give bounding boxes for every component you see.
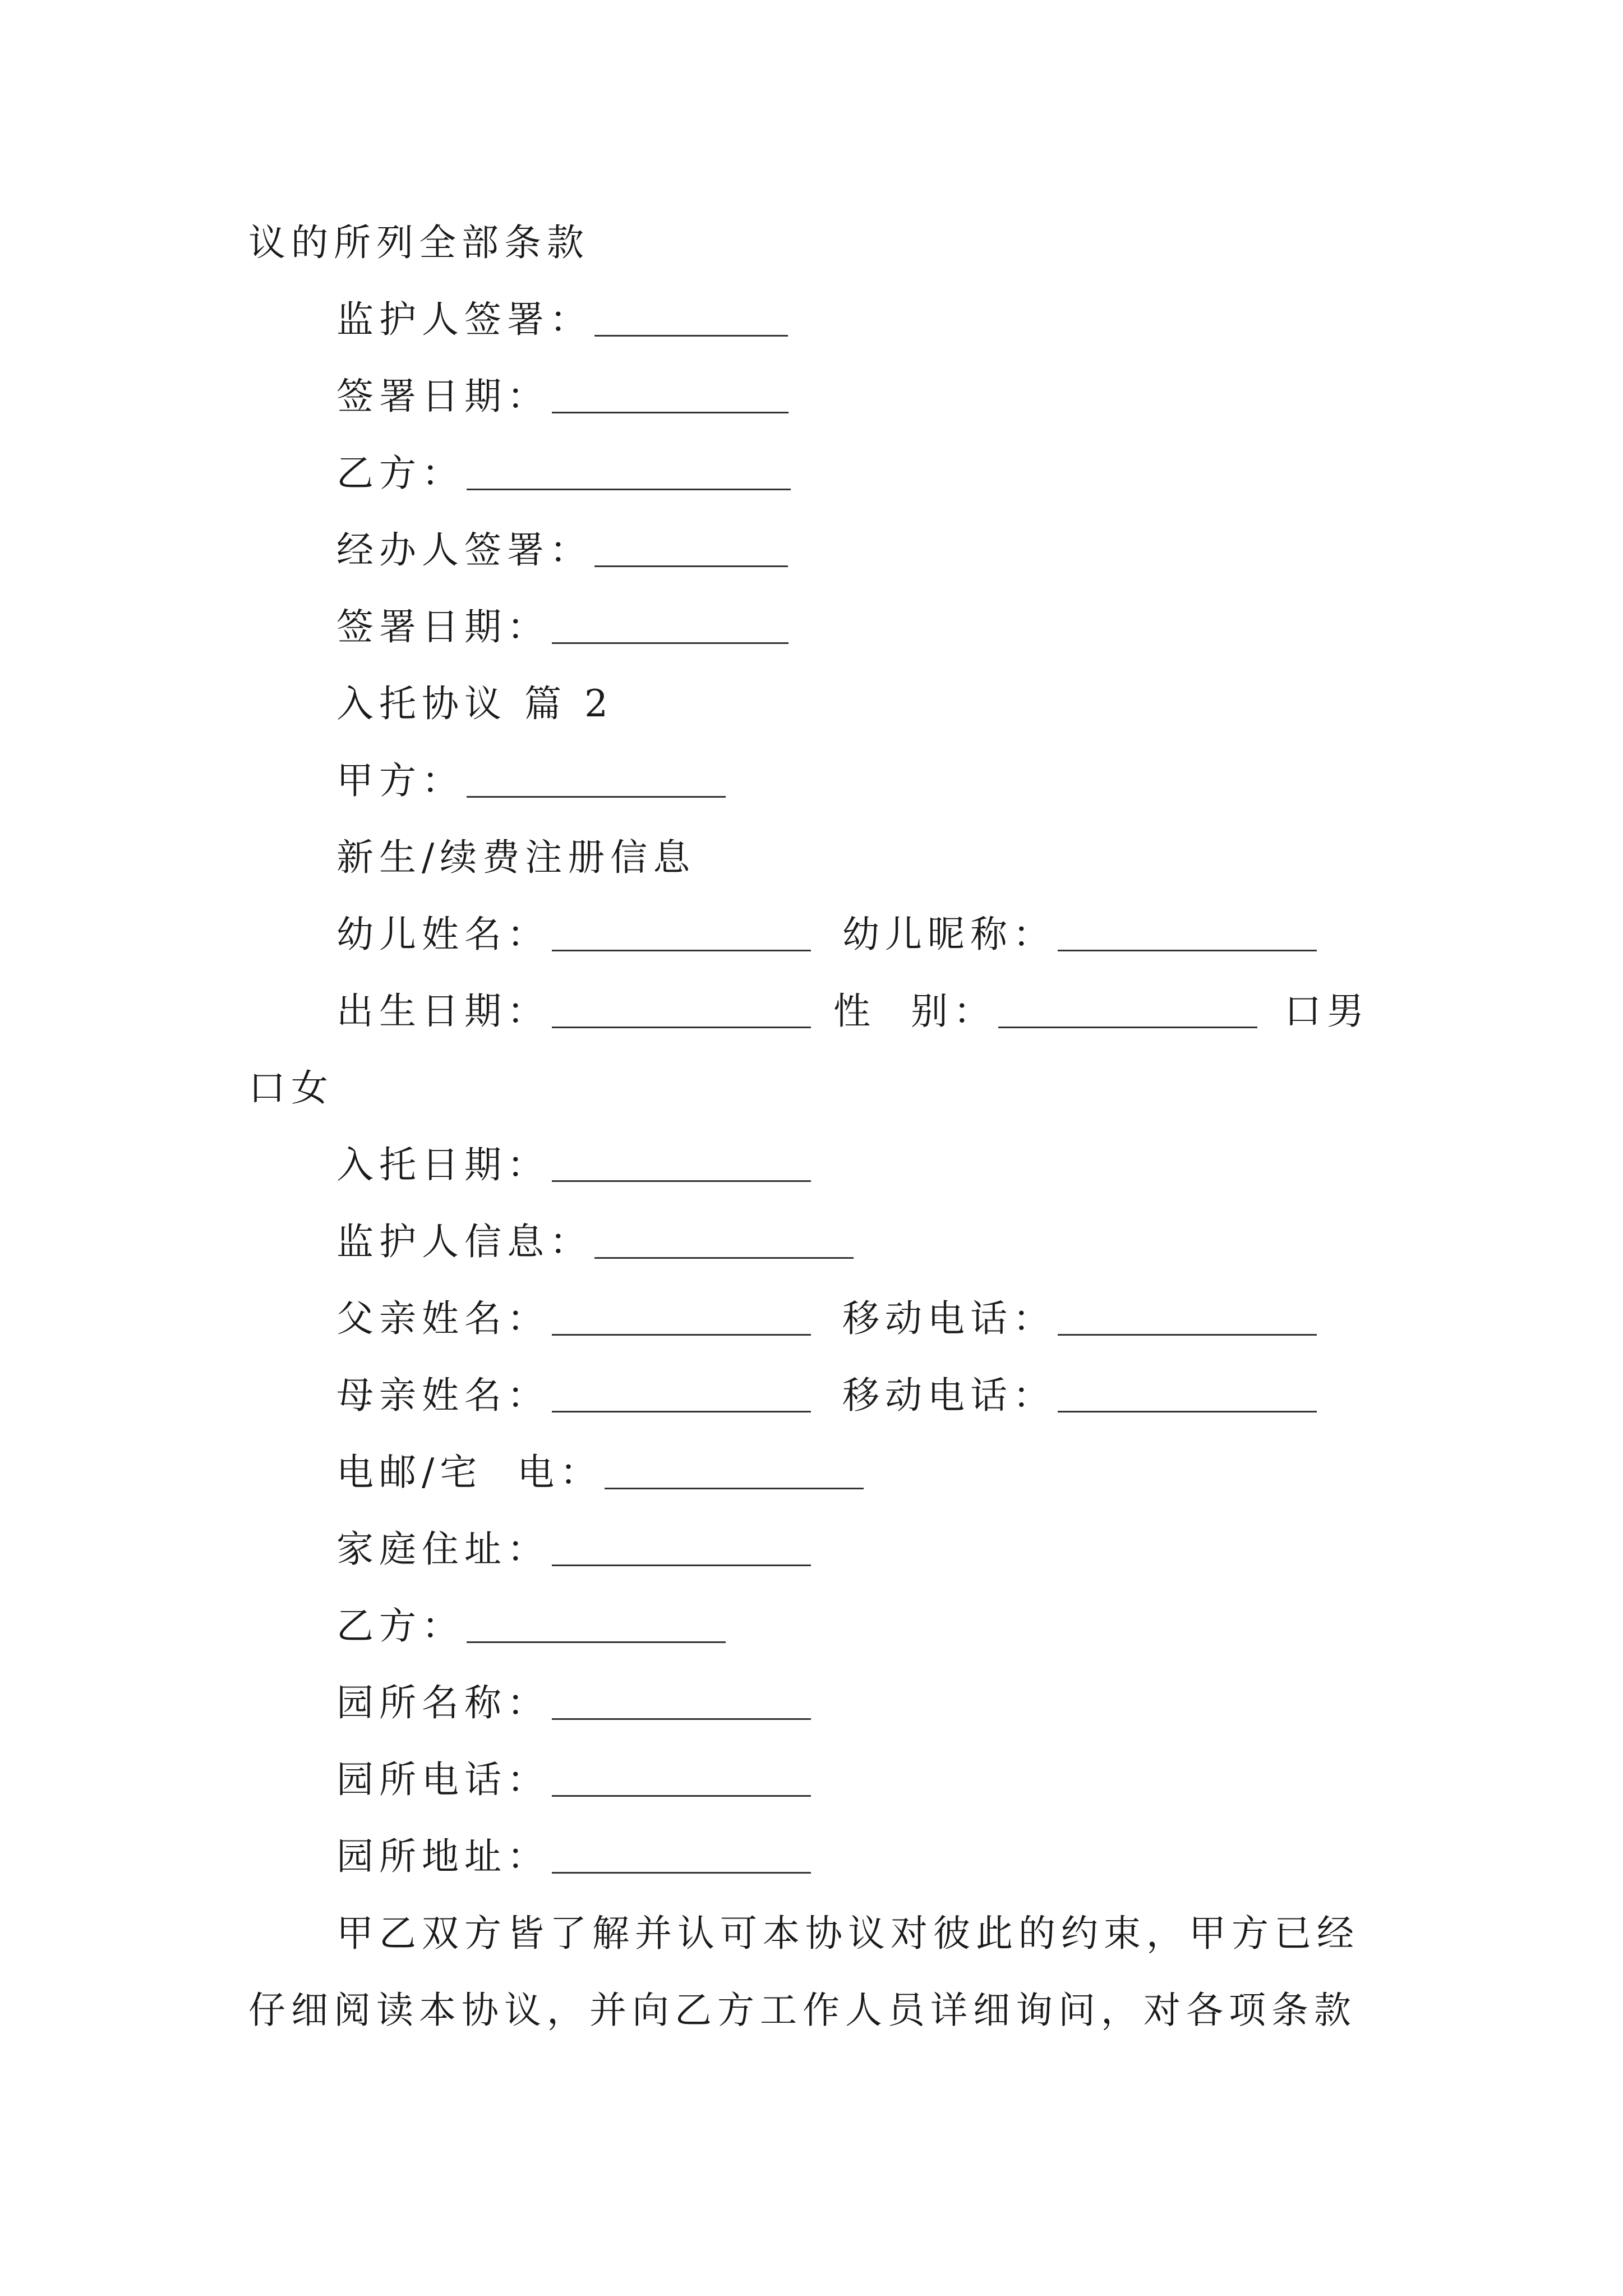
guardian-info-label: 监护人信息： (336, 1220, 592, 1263)
enroll-date-row (248, 1126, 1381, 1203)
gender-field[interactable] (998, 1003, 1257, 1028)
school-address-row (248, 1818, 1381, 1895)
mother-name-field[interactable] (552, 1387, 811, 1412)
mother-mobile-field[interactable] (1058, 1387, 1317, 1412)
enroll-date-label: 入托日期： (336, 1143, 550, 1186)
birth-gender-row (248, 973, 1381, 1050)
signature-date-label: 签署日期： (336, 605, 550, 648)
text-line (248, 204, 1381, 281)
signature-date-field[interactable] (552, 619, 789, 644)
registration-heading-row (248, 819, 1381, 896)
continued-text: 议的所列全部条款 (248, 221, 589, 264)
party-a-row (248, 742, 1381, 819)
gender-female-row (248, 1050, 1381, 1126)
enroll-date-field[interactable] (552, 1157, 811, 1182)
party-b-field[interactable] (467, 1618, 726, 1643)
party-b-label: 乙方： (336, 1604, 464, 1648)
school-address-label: 园所地址： (336, 1835, 550, 1878)
email-phone-field[interactable] (605, 1464, 864, 1489)
father-mobile-field[interactable] (1058, 1310, 1317, 1336)
document-body (248, 204, 1381, 2049)
registration-heading: 新生/续费注册信息 (336, 836, 696, 879)
school-name-label: 园所名称： (336, 1681, 550, 1724)
handler-signature-row (248, 512, 1381, 588)
party-a-field[interactable] (467, 772, 726, 798)
guardian-signature-row (248, 281, 1381, 358)
child-name-row (248, 896, 1381, 973)
party-a-label: 甲方： (336, 759, 464, 802)
paragraph-line (248, 1895, 1381, 1972)
child-nickname-label: 幼儿昵称： (842, 913, 1055, 956)
handler-signature-field[interactable] (594, 542, 788, 567)
signature-date-label: 签署日期： (336, 375, 550, 418)
home-address-label: 家庭住址： (336, 1527, 550, 1571)
child-name-label: 幼儿姓名： (336, 913, 550, 956)
guardian-info-row (248, 1203, 1381, 1280)
father-mobile-label: 移动电话： (842, 1297, 1055, 1340)
party-b-label: 乙方： (336, 452, 464, 495)
school-phone-label: 园所电话： (336, 1758, 550, 1801)
email-phone-label: 电邮/宅 电： (336, 1451, 603, 1494)
birth-date-label: 出生日期： (336, 990, 550, 1033)
gender-label: 性 别： (833, 990, 996, 1033)
father-row (248, 1280, 1381, 1357)
mother-name-label: 母亲姓名： (336, 1374, 550, 1417)
guardian-info-field[interactable] (594, 1234, 854, 1259)
mother-mobile-label: 移动电话： (842, 1374, 1055, 1417)
school-address-field[interactable] (552, 1848, 811, 1874)
guardian-signature-field[interactable] (594, 311, 788, 337)
birth-date-field[interactable] (552, 1003, 811, 1028)
handler-signature-label: 经办人签署： (336, 528, 592, 572)
section-title-row (248, 665, 1381, 742)
child-nickname-field[interactable] (1058, 926, 1317, 951)
father-name-field[interactable] (552, 1310, 811, 1336)
father-name-label: 父亲姓名： (336, 1297, 550, 1340)
paragraph-text: 仔细阅读本协议，并向乙方工作人员详细询问，对各项条款 (248, 1989, 1357, 2032)
party-b-row (248, 1588, 1381, 1664)
signature-date-row (248, 358, 1381, 435)
child-name-field[interactable] (552, 926, 811, 951)
email-phone-row (248, 1434, 1381, 1511)
school-name-row (248, 1664, 1381, 1741)
school-phone-field[interactable] (552, 1772, 811, 1797)
paragraph-text: 甲乙双方皆了解并认可本协议对彼此的约束，甲方已经 (336, 1912, 1359, 1955)
party-b-row (248, 435, 1381, 512)
school-phone-row (248, 1741, 1381, 1818)
section-title: 入托协议 篇 2 (336, 682, 614, 725)
school-name-field[interactable] (552, 1695, 811, 1720)
guardian-signature-label: 监护人签署： (336, 298, 592, 341)
signature-date-field[interactable] (552, 388, 789, 413)
home-address-row (248, 1511, 1381, 1588)
signature-date-row (248, 588, 1381, 665)
gender-male-option[interactable]: 口男 (1284, 990, 1370, 1033)
mother-row (248, 1357, 1381, 1434)
paragraph-line (248, 1972, 1381, 2049)
party-b-field[interactable] (467, 465, 791, 490)
home-address-field[interactable] (552, 1541, 811, 1566)
gender-female-option[interactable]: 口女 (248, 1066, 334, 1110)
